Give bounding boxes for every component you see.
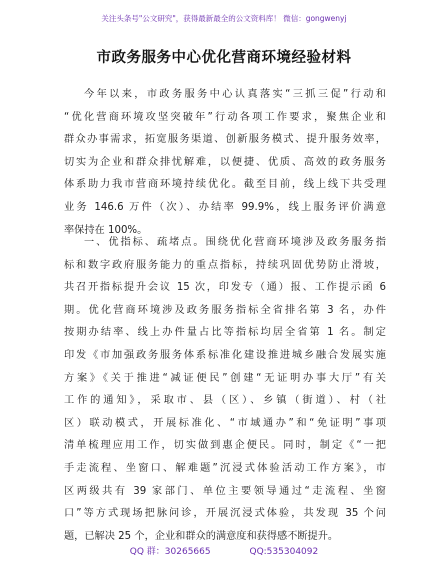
paragraph-line: 今年以来，市政务服务中心认真落实“三抓三促”行动和 <box>84 89 386 100</box>
paragraph-2 <box>64 232 386 548</box>
paragraph-line: 工作的通知》，采取市、县（区）、乡镇（街道）、村（社 <box>64 395 386 407</box>
paragraph-line: 区）联动模式，开展标准化、“市域通办”和“免证明”事项 <box>64 417 386 429</box>
paragraph-line: 切实为企业和群众排忧解难，以便捷、优质、高效的政务服务 <box>64 156 386 168</box>
paragraph-line: 群众办事需求，拓宽服务渠道、创新服务模式、提升服务效率， <box>64 134 386 146</box>
paragraph-line: 手走流程、坐窗口、解难题”沉浸式体验活动工作方案》，市 <box>64 462 386 474</box>
paragraph-line: 印发《市加强政务服务体系标准化建设推进城乡融合发展实施 <box>64 349 386 361</box>
paragraph-line: 体系助力我市营商环境持续优化。截至目前，线上线下共受理 <box>64 179 386 191</box>
document-title: 市政务服务中心优化营商环境经验材料 <box>96 50 352 66</box>
paragraph-line: 标和数字政府服务能力的重点指标，持续巩固优势防止滑坡， <box>64 259 386 271</box>
footer-qq-group: QQ 群：30265665 <box>129 547 211 557</box>
paragraph-line: 业务 146.6 万件（次）、办结率 99.9%，线上服务评价满意 <box>64 201 386 213</box>
header-note: 关注头条号"公文研究"，获得最新最全的公文资料库！ 微信：gongwenyj <box>101 14 347 23</box>
paragraph-line: 题，已解决 25 个，企业和群众的满意度和获得感不断提升。 <box>64 530 339 542</box>
paragraph-1 <box>64 84 386 242</box>
paragraph-line: 方案》《关于推进“减证便民”创建“无证明办事大厅”有关 <box>64 372 386 384</box>
paragraph-line: 口”等方式现场把脉问诊，开展沉浸式体验，共发现 35 个问 <box>64 508 386 520</box>
paragraph-line: 共召开指标提升会议 15 次，印发专（通）报、工作提示函 6 <box>64 282 386 294</box>
paragraph-line: “优化营商环境攻坚突破年”行动各项工作要求，聚焦企业和 <box>64 111 386 123</box>
paragraph-line: 清单梳理应用工作，切实做到惠企便民。同时，制定《“一把 <box>64 440 386 452</box>
footer-qq: QQ:535304092 <box>249 547 319 557</box>
paragraph-line: 一、优指标、疏堵点。围绕优化营商环境涉及政务服务指 <box>84 237 386 248</box>
footer <box>0 544 448 557</box>
paragraph-line: 按期办结率、线上办件量占比等指标均居全省第 1 名。制定 <box>64 327 386 339</box>
paragraph-line: 期。优化营商环境涉及政务服务指标全省排名第 3 名，办件 <box>64 304 386 316</box>
paragraph-line: 区两级共有 39 家部门、单位主要领导通过“走流程、坐窗 <box>64 485 386 497</box>
paragraph-line: 率保持在 100%。 <box>64 224 148 236</box>
